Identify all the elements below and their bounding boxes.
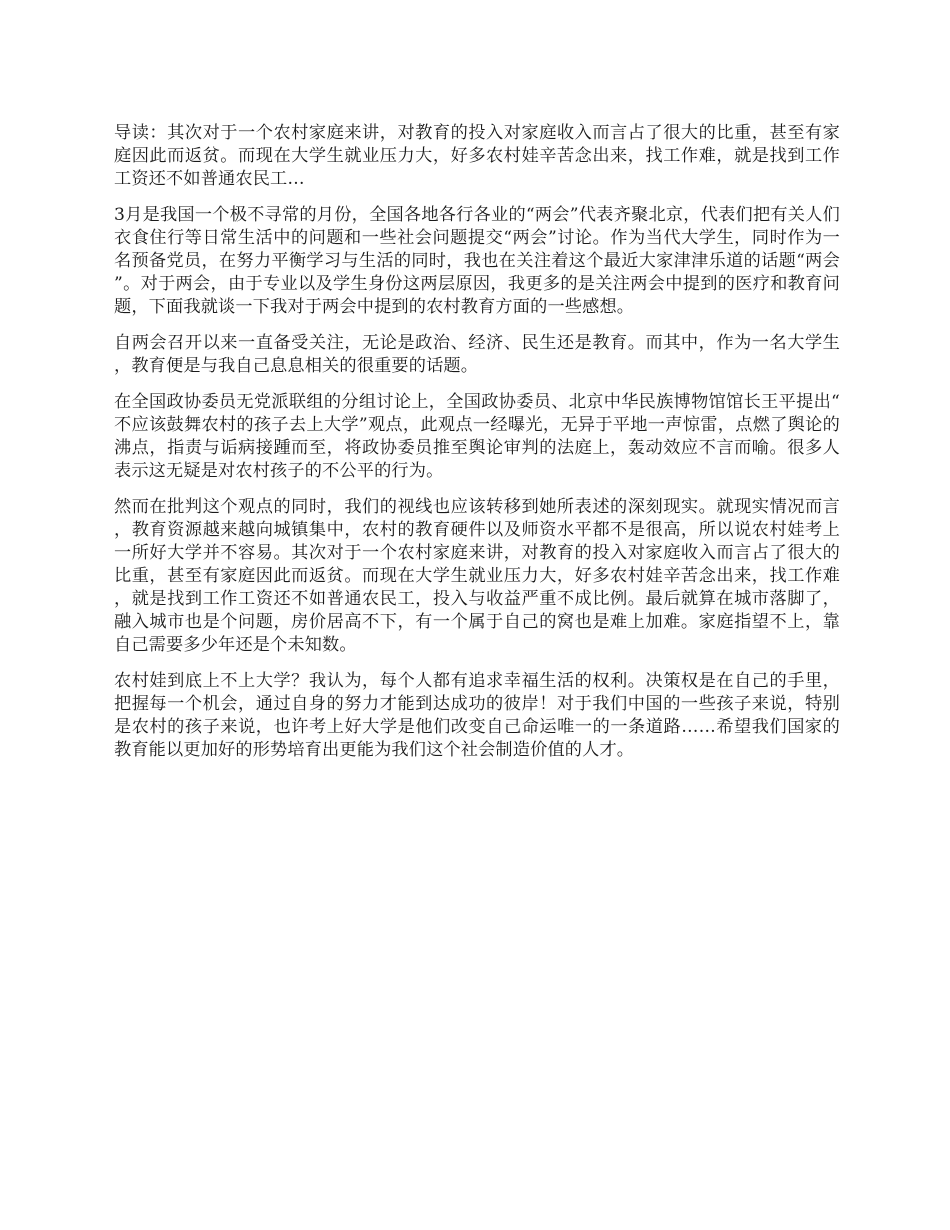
conclusion-paragraph: 农村娃到底上不上大学？我认为，每个人都有追求幸福生活的权利。决策权是在自己的手里，把握每一个机会，通过自身的努力才能到达成功的彼岸！对于我们中国的一些孩子来说，特别是农村的孩子来说，也许考上好大学是他们改变自己命运唯一的一条道路……希望我们国家的教育能以更加好的形势培育出更能为我们这个社会制造价值的人才。 [114, 671, 840, 760]
document-body [114, 122, 840, 775]
body-paragraph: 然而在批判这个观点的同时，我们的视线也应该转移到她所表述的深刻现实。就现实情况而言，教育资源越来越向城镇集中，农村的教育硬件以及师资水平都不是很高，所以说农村娃考上一所好大学并不容易。其次对于一个农村家庭来讲，对教育的投入对家庭收入而言占了很大的比重，甚至有家庭因此而返贫。而现在大学生就业压力大，好多农村娃辛苦念出来，找工作难，就是找到工作工资还不如普通农民工，投入与收益严重不成比例。最后就算在城市落脚了，融入城市也是个问题，房价居高不下，有一个属于自己的窝也是难上加难。家庭指望不上，靠自己需要多少年还是个未知数。 [114, 497, 840, 655]
body-paragraph: 在全国政协委员无党派联组的分组讨论上，全国政协委员、北京中华民族博物馆馆长王平提出“不应该鼓舞农村的孩子去上大学”观点，此观点一经曝光，无异于平地一声惊雷，点燃了舆论的沸点，指责与诟病接踵而至，将政协委员推至舆论审判的法庭上，轰动效应不言而喻。很多人表示这无疑是对农村孩子的不公平的行为。 [114, 392, 840, 481]
body-paragraph: 自两会召开以来一直备受关注，无论是政治、经济、民生还是教育。而其中，作为一名大学生，教育便是与我自己息息相关的很重要的话题。 [114, 333, 840, 376]
intro-paragraph: 导读：其次对于一个农村家庭来讲，对教育的投入对家庭收入而言占了很大的比重，甚至有家庭因此而返贫。而现在大学生就业压力大，好多农村娃辛苦念出来，找工作难，就是找到工作工资还不如普通农民工… [114, 123, 840, 189]
body-paragraph: 3月是我国一个极不寻常的月份，全国各地各行各业的“两会”代表齐聚北京，代表们把有关人们衣食住行等日常生活中的问题和一些社会问题提交“两会”讨论。作为当代大学生，同时作为一名预备党员，在努力平衡学习与生活的同时，我也在关注着这个最近大家津津乐道的话题“两会”。对于两会，由于专业以及学生身份这两层原因，我更多的是关注两会中提到的医疗和教育问题，下面我就谈一下我对于两会中提到的农村教育方面的一些感想。 [114, 205, 840, 317]
